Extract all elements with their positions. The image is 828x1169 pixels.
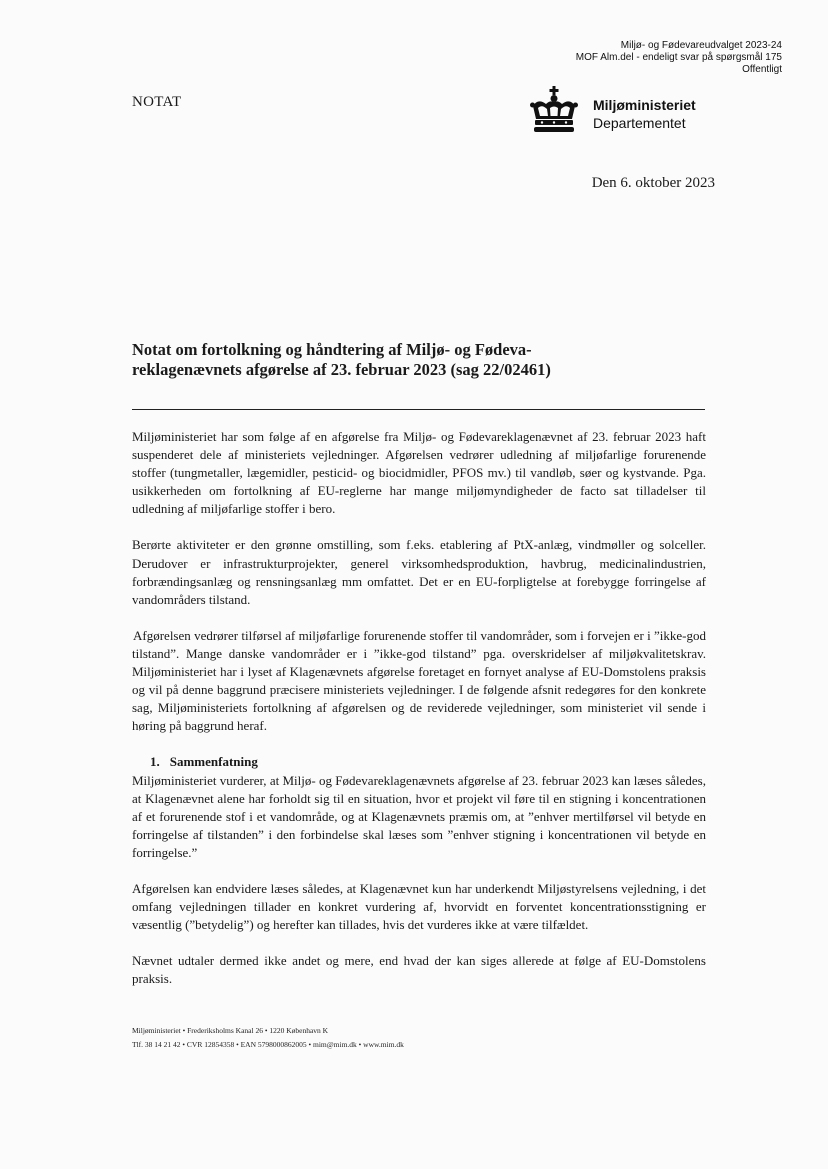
document-type: NOTAT [132,94,182,110]
stamp-committee: Miljø- og Fødevareudvalget 2023-24 [620,40,782,51]
footer-contact: Tlf. 38 14 21 42 • CVR 12854358 • EAN 5798000862005 • mim@mim.dk • www.mim.dk [132,1040,404,1049]
section-heading [150,753,706,771]
section-number: 1. [150,754,160,770]
footer-address: Miljøministeriet • Frederiksholms Kanal 26 • 1220 København K [132,1026,329,1035]
parliament-stamp [576,40,782,76]
paragraph-intro: Miljøministeriet har som følge af en afgørelse fra Miljø- og Fødevareklagenævnet af 23. februar 2023 haft suspenderet dele af ministeriets vejledninger. Afgørelsen vedrører udledning af miljøfarlige forurenende stoffer (tungmetaller, lægemidler, pesticid- og biocidmidler, PFOS mv.) til vandløb, søer og kystvande. Pga. usikkerheden om fortolkning af EU-reglerne har mange miljømyndigheder de facto sat tilladelser til udledning af miljøfarlige stoffer i bero. [132,429,706,517]
paragraph-conclusion: Nævnet udtaler dermed ikke andet og mere, end hvad der kan siges allerede at følge af EU-Domstolens praksis. [132,953,706,987]
document-body [132,428,706,988]
document-title: Notat om fortolkning og håndtering af Miljø- og Fødeva-reklagenævnets afgørelse af 23. februar 2023 (sag 22/02461) [132,340,551,379]
paragraph-decision-scope: Afgørelsen vedrører tilførsel af miljøfarlige forurenende stoffer til vandområder, som i forvejen er i ”ikke-god tilstand”. Mange danske vandområder er i ”ikke-god tilstand” pga. overskridelser af miljøkvalitetskrav. Miljøministeriet har i lyset af Klagenævnets afgørelse foretaget en fornyet analyse af EU-Domstolens praksis og vil på denne baggrund præcisere ministeriets vejledninger. I de følgende afsnit redegøres for den konkrete sag, Miljøministeriets fortolkning af afgørelsen og de reviderede vejledninger, som ministeriet vil sende i høring på baggrund heraf. [132,627,706,734]
document-footer [132,1024,404,1052]
paragraph-affected-activities: Berørte aktiviteter er den grønne omstilling, som f.eks. etablering af PtX-anlæg, vindmøller og solceller. Derudover er infrastrukturprojekter, generel virksomhedsproduktion, havbrug, medicinalindustrien, forbrændingsanlæg og rensningsanlæg mm omfattet. Det er en EU-forpligtelse at forebygge forringelse af vandområders tilstand. [132,537,706,607]
title-divider [132,409,705,410]
paragraph-guidance: Afgørelsen kan endvidere læses således, at Klagenævnet kun har underkendt Miljøstyrelsens vejledning, i det omfang vejledningen tillader en konkret vurdering af, hvorvidt en forventet koncentrationsstigning er væsentlig (”betydelig”) og herefter kan tillades, hvis det vurderes ikke at være tilfældet. [132,880,706,933]
ministry-department: Departementet [593,115,686,131]
ministry-logo [528,86,718,136]
ministry-name: Miljøministeriet [593,97,696,113]
section-title: Sammenfatning [169,754,258,770]
stamp-reference: MOF Alm.del - endeligt svar på spørgsmål 175 [575,52,782,63]
document-date: Den 6. oktober 2023 [591,175,715,191]
stamp-status: Offentligt [742,64,782,75]
crown-icon [528,86,580,134]
paragraph-summary: Miljøministeriet vurderer, at Miljø- og Fødevareklagenævnets afgørelse af 23. februar 2023 kan læses således, at Klagenævnet alene har forholdt sig til en situation, hvor et projekt vil føre til en stigning i koncentrationen af et forurenende stof i et vandområde, og at Klagenævnets præmis om, at ”enhver mertilførsel vil betyde en forringelse af tilstanden” i den forbindelse skal læses som ”enhver stigning i koncentrationen vil betyde en forringelse.” [132,772,706,860]
